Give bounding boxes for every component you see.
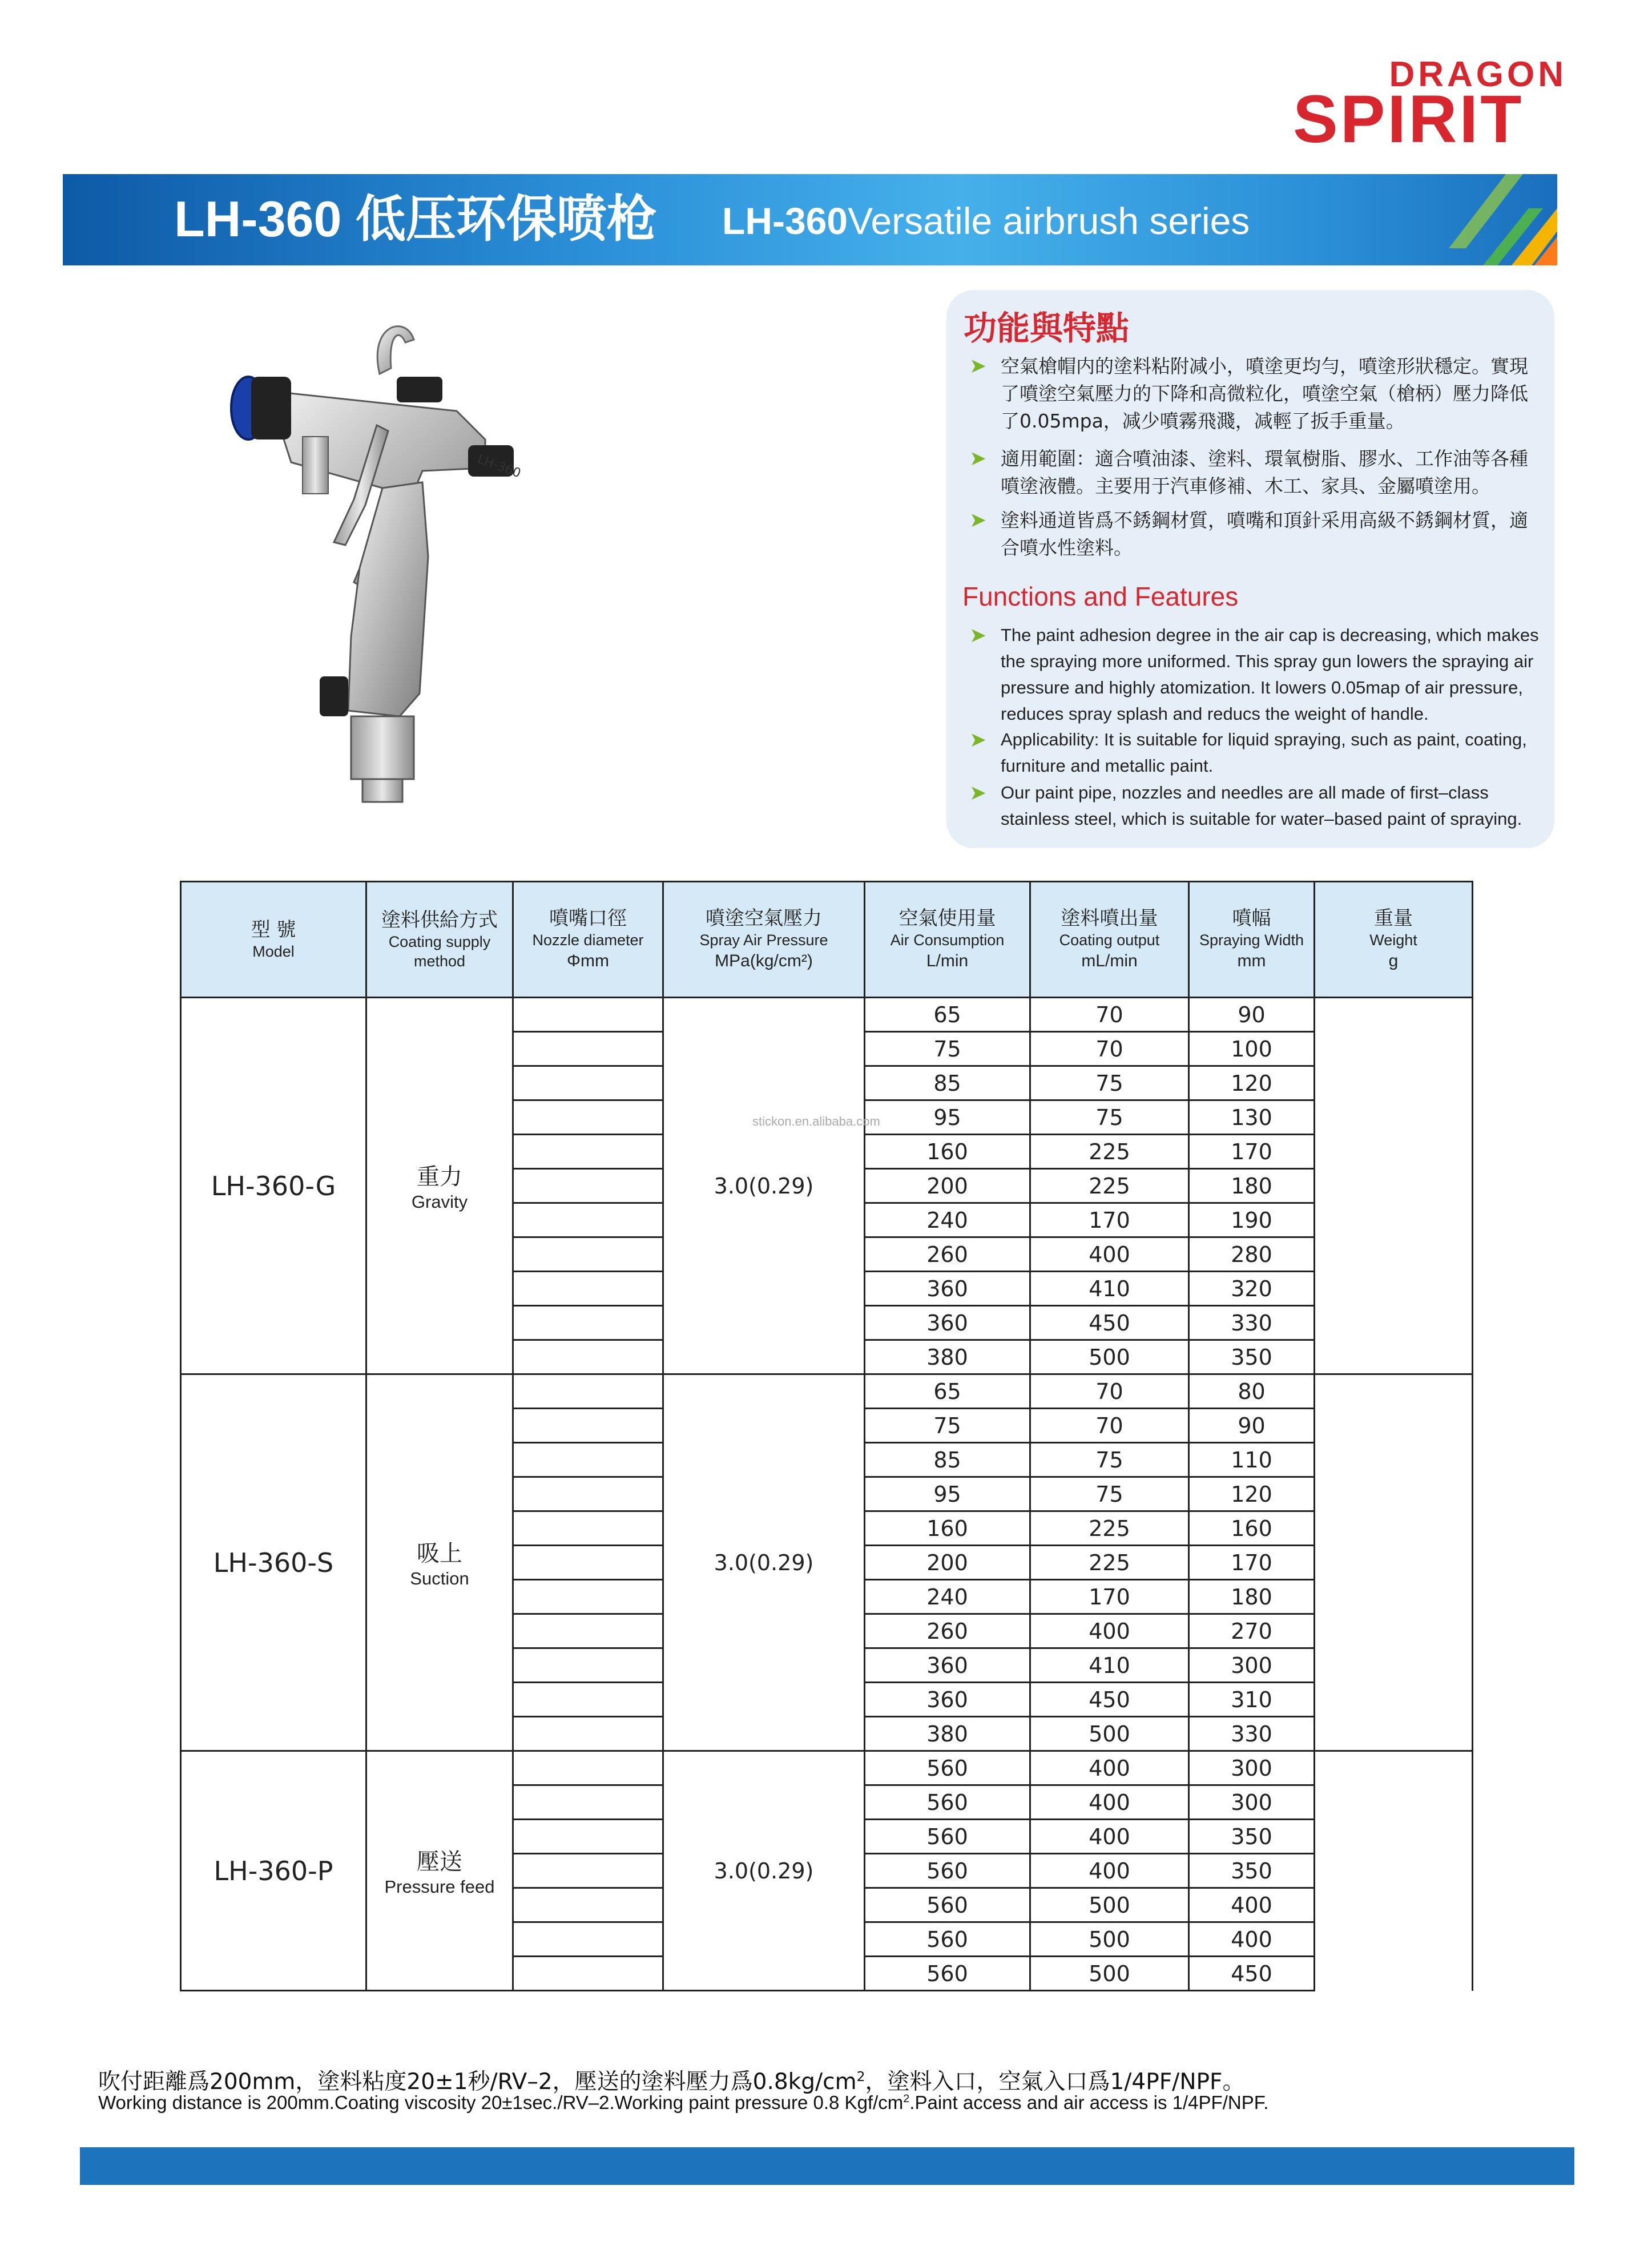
spraying-width-cell: 160	[1189, 1511, 1315, 1546]
nozzle-cell	[513, 1340, 663, 1374]
method-cn: 吸上	[417, 1541, 462, 1567]
air-consumption-cell: 65	[865, 1374, 1030, 1409]
air-consumption-cell: 260	[865, 1614, 1030, 1648]
nozzle-cell	[513, 1511, 663, 1546]
method-cell	[366, 1751, 513, 1991]
coating-output-cell: 410	[1030, 1648, 1189, 1683]
nozzle-cell	[513, 1957, 663, 1991]
nozzle-cell	[513, 1854, 663, 1888]
coating-output-cell: 75	[1030, 1477, 1189, 1511]
column-header	[181, 882, 366, 998]
spraying-width-cell: 450	[1189, 1957, 1315, 1991]
table-row	[181, 1374, 1473, 1409]
coating-output-cell: 170	[1030, 1203, 1189, 1237]
air-consumption-cell: 160	[865, 1511, 1030, 1546]
column-header-en: Coating output	[1059, 932, 1160, 949]
arrow-bullet-icon: ➤	[969, 354, 987, 378]
method-en: Gravity	[411, 1192, 468, 1212]
method-cell	[366, 1374, 513, 1751]
table-body	[181, 998, 1473, 1991]
air-consumption-cell: 75	[865, 1032, 1030, 1066]
column-header-unit: MPa(kg/cm²)	[715, 951, 813, 970]
method-cn: 壓送	[417, 1849, 462, 1875]
spraying-width-cell: 300	[1189, 1751, 1315, 1785]
air-consumption-cell: 200	[865, 1169, 1030, 1203]
column-header-en: Nozzle diameter	[532, 932, 644, 949]
pressure-cell: 3.0(0.29)	[663, 1751, 865, 1991]
spraying-width-cell: 130	[1189, 1100, 1315, 1135]
footnote-cn-text: 吹付距離爲200mm，塗料粘度20±1秒/RV–2，壓送的塗料壓力爲0.8kg/cm	[98, 2069, 857, 2095]
column-header-en: Model	[252, 943, 295, 960]
feature-text-en: The paint adhesion degree in the air cap is decreasing, which makes the spraying more uniformed. This spray gun lowers the spraying air pressure and highly atomization. It lowers 0.05map of air pressure, reduces spray splash and reducs the weight of handle.	[1001, 625, 1539, 724]
footnote-cn	[98, 2064, 1244, 2096]
feature-item-cn	[969, 445, 1546, 500]
coating-output-cell: 225	[1030, 1135, 1189, 1169]
spec-table	[180, 881, 1472, 2045]
air-consumption-cell: 560	[865, 1785, 1030, 1820]
spraying-width-cell: 310	[1189, 1683, 1315, 1717]
coating-output-cell: 70	[1030, 1032, 1189, 1066]
spraying-width-cell: 280	[1189, 1237, 1315, 1272]
nozzle-cell	[513, 1648, 663, 1683]
column-header	[865, 882, 1030, 998]
spraying-width-cell: 180	[1189, 1580, 1315, 1614]
spraying-width-cell: 170	[1189, 1135, 1315, 1169]
nozzle-cell	[513, 1546, 663, 1580]
column-header	[366, 882, 513, 998]
coating-output-cell: 70	[1030, 1409, 1189, 1443]
coating-output-cell: 70	[1030, 1374, 1189, 1409]
air-consumption-cell: 95	[865, 1477, 1030, 1511]
coating-output-cell: 500	[1030, 1888, 1189, 1922]
footer-bar	[80, 2147, 1574, 2185]
nozzle-cell	[513, 1751, 663, 1785]
coating-output-cell: 225	[1030, 1511, 1189, 1546]
footnote-en-text-end: .Paint access and air access is 1/4PF/NPF.	[909, 2092, 1269, 2113]
coating-output-cell: 75	[1030, 1066, 1189, 1100]
column-header-cn: 噴塗空氣壓力	[706, 907, 822, 930]
coating-output-cell: 170	[1030, 1580, 1189, 1614]
column-header-en: Spray Air Pressure	[699, 932, 828, 949]
spraying-width-cell: 320	[1189, 1272, 1315, 1306]
weight-cell	[1315, 998, 1473, 1374]
column-header	[1315, 882, 1473, 998]
nozzle-cell	[513, 1580, 663, 1614]
air-consumption-cell: 560	[865, 1751, 1030, 1785]
feature-text-en: Our paint pipe, nozzles and needles are all made of first–class stainless steel, which is suitable for water–based paint of spraying.	[1001, 783, 1522, 829]
coating-output-cell: 500	[1030, 1717, 1189, 1751]
watermark: stickon.en.alibaba.com	[752, 1114, 880, 1128]
footnote-en-sup: 2	[903, 2092, 910, 2105]
column-header-cn: 塗料供給方式	[381, 909, 498, 932]
footnote-cn-sup: 2	[856, 2068, 865, 2084]
footnote-en-text: Working distance is 200mm.Coating viscosity 20±1sec./RV–2.Working paint pressure 0.8 Kgf/cm	[98, 2092, 904, 2113]
method-cn: 重力	[417, 1164, 462, 1190]
spraying-width-cell: 120	[1189, 1066, 1315, 1100]
spraying-width-cell: 170	[1189, 1546, 1315, 1580]
air-consumption-cell: 360	[865, 1648, 1030, 1683]
air-consumption-cell: 65	[865, 998, 1030, 1032]
nozzle-cell	[513, 1374, 663, 1409]
nozzle-cell	[513, 1306, 663, 1340]
arrow-bullet-icon: ➤	[969, 728, 987, 752]
feature-item-cn	[969, 507, 1546, 562]
coating-output-cell: 400	[1030, 1820, 1189, 1854]
method-en: Suction	[410, 1568, 469, 1588]
column-header	[663, 882, 865, 998]
column-header-cn: 型 號	[251, 918, 296, 941]
coating-output-cell: 400	[1030, 1751, 1189, 1785]
coating-output-cell: 75	[1030, 1443, 1189, 1477]
footnote-cn-text-end: ，塗料入口，空氣入口爲1/4PF/NPF。	[865, 2069, 1245, 2095]
pressure-cell: 3.0(0.29)	[663, 998, 865, 1374]
spraying-width-cell: 120	[1189, 1477, 1315, 1511]
air-consumption-cell: 240	[865, 1203, 1030, 1237]
arrow-bullet-icon: ➤	[969, 624, 987, 647]
weight-cell	[1315, 1374, 1473, 1751]
column-header-unit: g	[1388, 951, 1399, 970]
spraying-width-cell: 190	[1189, 1203, 1315, 1237]
spraying-width-cell: 180	[1189, 1169, 1315, 1203]
column-header-en: Spraying Width	[1199, 932, 1304, 949]
air-consumption-cell: 360	[865, 1306, 1030, 1340]
model-cell: LH-360-G	[181, 998, 366, 1374]
nozzle-cell	[513, 1100, 663, 1135]
title-cn: LH-360 低压环保喷枪	[174, 191, 657, 247]
coating-output-cell: 75	[1030, 1100, 1189, 1135]
spraying-width-cell: 330	[1189, 1717, 1315, 1751]
air-consumption-cell: 560	[865, 1888, 1030, 1922]
column-header-cn: 塗料噴出量	[1061, 907, 1158, 930]
column-header-en: Coating supply method	[388, 933, 491, 970]
nozzle-cell	[513, 1477, 663, 1511]
coating-output-cell: 500	[1030, 1340, 1189, 1374]
weight-cell	[1315, 1751, 1473, 1991]
coating-output-cell: 500	[1030, 1957, 1189, 1991]
model-cell: LH-360-S	[181, 1374, 366, 1751]
coating-output-cell: 500	[1030, 1922, 1189, 1957]
logo-text-spirit: SPIRIT	[1293, 82, 1524, 157]
column-header	[1030, 882, 1189, 998]
column-header-cn: 噴幅	[1232, 907, 1271, 930]
nozzle-cell	[513, 1717, 663, 1751]
air-consumption-cell: 160	[865, 1135, 1030, 1169]
spraying-width-cell: 300	[1189, 1648, 1315, 1683]
banner-stripes-decoration	[1443, 174, 1557, 265]
logo-text-dragon: DRAGON	[1389, 55, 1567, 94]
nozzle-cell	[513, 1443, 663, 1477]
nozzle-cell	[513, 1888, 663, 1922]
arrow-bullet-icon: ➤	[969, 781, 987, 805]
coating-output-cell: 450	[1030, 1306, 1189, 1340]
feature-text-cn: 空氣槍帽内的塗料粘附减小，噴塗更均勻，噴塗形狀穩定。實現了噴塗空氣壓力的下降和高微粒化，噴塗空氣（槍柄）壓力降低了0.05mpa，减少噴霧飛濺，减輕了扳手重量。	[1001, 355, 1528, 432]
column-header-unit: Φmm	[567, 951, 609, 970]
spraying-width-cell: 90	[1189, 1409, 1315, 1443]
method-cell	[366, 998, 513, 1374]
spraying-width-cell: 80	[1189, 1374, 1315, 1409]
air-consumption-cell: 240	[865, 1580, 1030, 1614]
coating-output-cell: 400	[1030, 1854, 1189, 1888]
feature-text-en: Applicability: It is suitable for liquid spraying, such as paint, coating, furniture and metallic paint.	[1001, 729, 1527, 776]
column-header-cn: 噴嘴口徑	[549, 907, 627, 930]
spraying-width-cell: 300	[1189, 1785, 1315, 1820]
title-en	[722, 198, 1250, 244]
spraying-width-cell: 100	[1189, 1032, 1315, 1066]
nozzle-cell	[513, 1203, 663, 1237]
column-header-unit: mL/min	[1081, 951, 1138, 970]
method-en: Pressure feed	[384, 1877, 495, 1897]
brand-logo	[1293, 55, 1567, 157]
air-consumption-cell: 560	[865, 1854, 1030, 1888]
features-heading-cn: 功能與特點	[964, 309, 1130, 348]
nozzle-cell	[513, 1032, 663, 1066]
nozzle-cell	[513, 1785, 663, 1820]
air-consumption-cell: 560	[865, 1820, 1030, 1854]
nozzle-cell	[513, 1066, 663, 1100]
features-panel	[946, 290, 1554, 848]
nozzle-cell	[513, 1614, 663, 1648]
nozzle-cell	[513, 1135, 663, 1169]
column-header	[1189, 882, 1315, 998]
title-en-text: Versatile airbrush series	[848, 200, 1250, 242]
spray-gun-image	[217, 317, 617, 805]
table-header-row	[181, 882, 1473, 998]
coating-output-cell: 400	[1030, 1237, 1189, 1272]
air-consumption-cell: 560	[865, 1957, 1030, 1991]
feature-item-en	[969, 727, 1546, 779]
column-header-en: Air Consumption	[890, 932, 1005, 949]
coating-output-cell: 225	[1030, 1169, 1189, 1203]
coating-output-cell: 410	[1030, 1272, 1189, 1306]
feature-text-cn: 塗料通道皆爲不銹鋼材質，噴嘴和頂針采用高級不銹鋼材質，適合噴水性塗料。	[1001, 509, 1528, 559]
coating-output-cell: 70	[1030, 998, 1189, 1032]
feature-item-en	[969, 622, 1546, 727]
title-en-model: LH-360	[722, 200, 848, 242]
nozzle-cell	[513, 1237, 663, 1272]
spraying-width-cell: 90	[1189, 998, 1315, 1032]
model-cell: LH-360-P	[181, 1751, 366, 1991]
coating-output-cell: 400	[1030, 1785, 1189, 1820]
air-consumption-cell: 380	[865, 1340, 1030, 1374]
spraying-width-cell: 400	[1189, 1922, 1315, 1957]
nozzle-cell	[513, 1409, 663, 1443]
column-header-en: Weight	[1369, 932, 1417, 949]
nozzle-cell	[513, 1683, 663, 1717]
spraying-width-cell: 400	[1189, 1888, 1315, 1922]
features-heading-en: Functions and Features	[962, 582, 1239, 611]
nozzle-cell	[513, 1169, 663, 1203]
column-header	[513, 882, 663, 998]
spraying-width-cell: 350	[1189, 1854, 1315, 1888]
arrow-bullet-icon: ➤	[969, 447, 987, 470]
footnote-en	[98, 2092, 1268, 2114]
gun-label: LH-360	[475, 452, 523, 481]
column-header-cn: 重量	[1374, 907, 1413, 930]
table-row	[181, 1751, 1473, 1785]
spraying-width-cell: 110	[1189, 1443, 1315, 1477]
coating-output-cell: 400	[1030, 1614, 1189, 1648]
spraying-width-cell: 350	[1189, 1820, 1315, 1854]
air-consumption-cell: 200	[865, 1546, 1030, 1580]
title-banner	[63, 174, 1557, 265]
air-consumption-cell: 85	[865, 1066, 1030, 1100]
column-header-unit: mm	[1237, 951, 1266, 970]
pressure-cell: 3.0(0.29)	[663, 1374, 865, 1751]
feature-item-cn	[969, 353, 1546, 435]
nozzle-cell	[513, 1922, 663, 1957]
spraying-width-cell: 350	[1189, 1340, 1315, 1374]
spraying-width-cell: 270	[1189, 1614, 1315, 1648]
air-consumption-cell: 95	[865, 1100, 1030, 1135]
column-header-unit: L/min	[926, 951, 969, 970]
column-header-cn: 空氣使用量	[898, 907, 996, 930]
arrow-bullet-icon: ➤	[969, 509, 987, 532]
spraying-width-cell: 330	[1189, 1306, 1315, 1340]
table-row	[181, 998, 1473, 1032]
feature-item-en	[969, 780, 1546, 832]
air-consumption-cell: 380	[865, 1717, 1030, 1751]
air-consumption-cell: 360	[865, 1272, 1030, 1306]
air-consumption-cell: 85	[865, 1443, 1030, 1477]
nozzle-cell	[513, 1272, 663, 1306]
coating-output-cell: 225	[1030, 1546, 1189, 1580]
air-consumption-cell: 260	[865, 1237, 1030, 1272]
nozzle-cell	[513, 998, 663, 1032]
air-consumption-cell: 360	[865, 1683, 1030, 1717]
feature-text-cn: 適用範圍：適合噴油漆、塗料、環氧樹脂、膠水、工作油等各種噴塗液體。主要用于汽車修補、木工、家具、金屬噴塗用。	[1001, 447, 1528, 497]
coating-output-cell: 450	[1030, 1683, 1189, 1717]
air-consumption-cell: 560	[865, 1922, 1030, 1957]
nozzle-cell	[513, 1820, 663, 1854]
air-consumption-cell: 75	[865, 1409, 1030, 1443]
